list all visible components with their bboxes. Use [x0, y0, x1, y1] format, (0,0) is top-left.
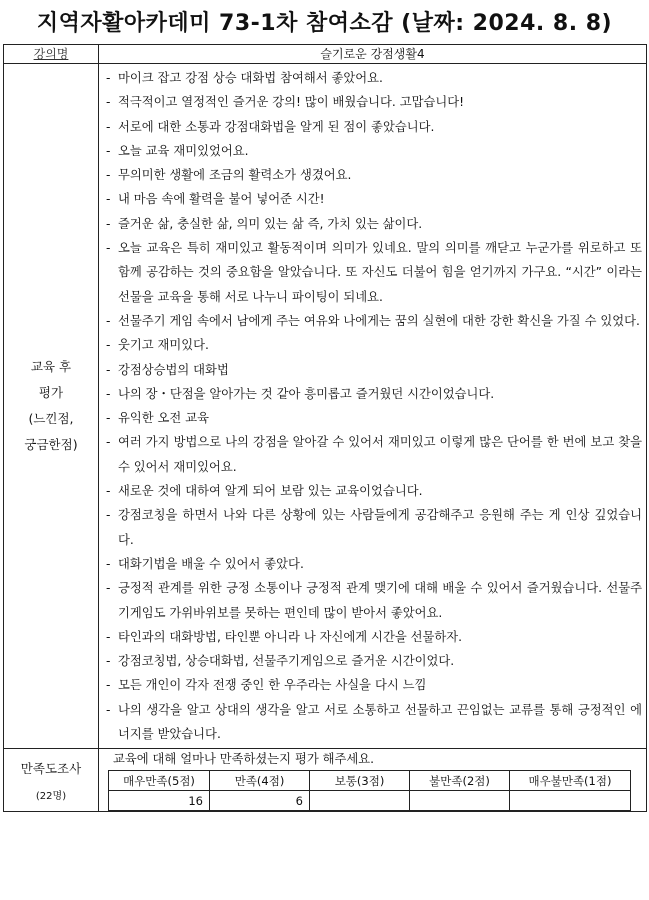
course-label: 강의명	[33, 47, 69, 61]
comment-item: - 긍정적 관계를 위한 긍정 소통이나 긍정적 관계 맺기에 대해 배울 수 있어서 즐거웠습니다. 선물주기게임도 가위바위보를 못하는 편인데 많이 받아서 좋았어요.	[106, 576, 642, 625]
comment-item: - 무의미한 생활에 조금의 활력소가 생겼어요.	[106, 163, 642, 187]
evaluation-row	[4, 64, 647, 749]
evaluation-label	[4, 64, 99, 749]
comment-item: - 즐거운 삶, 충실한 삶, 의미 있는 삶 즉, 가치 있는 삶이다.	[106, 212, 642, 236]
rating-value: 16	[109, 791, 210, 811]
comment-item: - 나의 장・단점을 알아가는 것 같아 흥미롭고 즐거웠던 시간이었습니다.	[106, 382, 642, 406]
rating-value	[510, 791, 631, 811]
comment-item: - 적극적이고 열정적인 즐거운 강의! 많이 배웠습니다. 고맙습니다!	[106, 90, 642, 114]
rating-header: 매우불만족(1점)	[510, 771, 631, 791]
evaluation-label-line: 교육 후	[30, 359, 72, 375]
comment-item: - 새로운 것에 대하여 알게 되어 보람 있는 교육이었습니다.	[106, 479, 642, 503]
comment-item: - 강점상승법의 대화법	[106, 358, 642, 382]
satisfaction-label: 만족도조사	[20, 760, 82, 776]
rating-value: 6	[210, 791, 310, 811]
comment-item: - 강점코칭법, 상승대화법, 선물주기게임으로 즐거운 시간이었다.	[106, 649, 642, 673]
comment-item: - 서로에 대한 소통과 강점대화법을 알게 된 점이 좋았습니다.	[106, 115, 642, 139]
rating-header: 보통(3점)	[310, 771, 410, 791]
comment-item: - 강점코칭을 하면서 나와 다른 상황에 있는 사람들에게 공감해주고 응원해 주는 게 인상 깊었습니다.	[106, 503, 642, 552]
comment-item: - 대화기법을 배울 수 있어서 좋았다.	[106, 552, 642, 576]
comment-item: - 오늘 교육은 특히 재미있고 활동적이며 의미가 있네요. 말의 의미를 깨닫고 누군가를 위로하고 또 함께 공감하는 것의 중요함을 알았습니다. 또 자신도 더불어 힘을 얻기까지 가구요. “시간” 이라는 선물을 교육을 통해 서로 나누니 파이팅이 되네요.	[106, 236, 642, 309]
rating-header: 매우만족(5점)	[109, 771, 210, 791]
comment-list	[106, 66, 642, 746]
comment-item: - 웃기고 재미있다.	[106, 333, 642, 357]
comment-item: - 선물주기 게임 속에서 남에게 주는 여유와 나에게는 꿈의 실현에 대한 강한 확신을 가질 수 있었다.	[106, 309, 642, 333]
comment-item: - 마이크 잡고 강점 상승 대화법 참여해서 좋았어요.	[106, 66, 642, 90]
comment-item: - 유익한 오전 교육	[106, 406, 642, 430]
comment-item: - 나의 생각을 알고 상대의 생각을 알고 서로 소통하고 선물하고 끈임없는 교류를 통해 긍정적인 에너지를 받았습니다.	[106, 698, 642, 747]
satisfaction-label-cell	[4, 749, 99, 812]
satisfaction-question: 교육에 대해 얼마나 만족하셨는지 평가 해주세요.	[113, 752, 375, 767]
rating-value-row	[109, 791, 631, 811]
rating-header: 불만족(2점)	[410, 771, 510, 791]
comment-item: - 여러 가지 방법으로 나의 강점을 알아갈 수 있어서 재미있고 이렇게 많은 단어를 한 번에 보고 찾을 수 있어서 재미있어요.	[106, 430, 642, 479]
rating-table	[108, 770, 631, 811]
rating-value	[310, 791, 410, 811]
comment-item: - 오늘 교육 재미있었어요.	[106, 139, 642, 163]
survey-table	[3, 44, 647, 812]
evaluation-label-line: (느낀점,	[28, 411, 74, 427]
page-title: 지역자활아카데미 73-1차 참여소감 (날짜: 2024. 8. 8)	[36, 11, 613, 36]
comments-cell	[99, 64, 647, 749]
comment-item: - 타인과의 대화방법, 타인뿐 아니라 나 자신에게 시간을 선물하자.	[106, 625, 642, 649]
rating-header: 만족(4점)	[210, 771, 310, 791]
comment-item: - 모든 개인이 각자 전쟁 중인 한 우주라는 사실을 다시 느낌	[106, 673, 642, 697]
comment-item: - 내 마음 속에 활력을 불어 넣어준 시간!	[106, 187, 642, 211]
course-name: 슬기로운 강점생활4	[99, 45, 647, 64]
evaluation-label-line: 평가	[38, 385, 64, 401]
header-row	[4, 45, 647, 64]
evaluation-label-line: 궁금한점)	[24, 437, 78, 453]
rating-header-row	[109, 771, 631, 791]
satisfaction-cell	[99, 749, 647, 812]
respondent-count: (22명)	[35, 790, 67, 802]
course-label-cell	[4, 45, 99, 64]
rating-value	[410, 791, 510, 811]
satisfaction-row	[4, 749, 647, 812]
